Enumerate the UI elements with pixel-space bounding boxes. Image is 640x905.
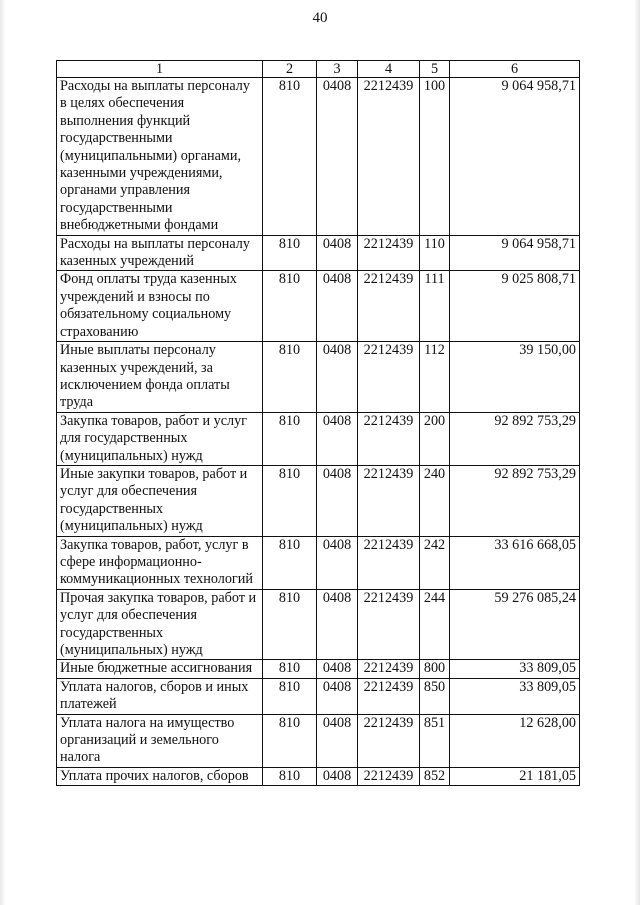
header-row — [57, 61, 580, 78]
row-section-code: 0408 — [317, 536, 358, 589]
row-admin-code: 810 — [263, 678, 317, 714]
row-admin-code: 810 — [263, 660, 317, 678]
row-section-code: 0408 — [317, 678, 358, 714]
table-row — [57, 714, 580, 767]
row-name: Фонд оплаты труда казенных учреждений и взносы по обязательному социальному страхованию — [57, 271, 263, 342]
row-target-code: 2212439 — [358, 412, 420, 465]
table-row — [57, 678, 580, 714]
row-target-code: 2212439 — [358, 78, 420, 236]
table-row — [57, 767, 580, 785]
row-section-code: 0408 — [317, 412, 358, 465]
row-section-code: 0408 — [317, 465, 358, 536]
row-name: Иные выплаты персоналу казенных учреждений, за исключением фонда оплаты труда — [57, 342, 263, 413]
row-target-code: 2212439 — [358, 678, 420, 714]
row-admin-code: 810 — [263, 536, 317, 589]
row-target-code: 2212439 — [358, 714, 420, 767]
table-row — [57, 465, 580, 536]
row-expense-type: 110 — [420, 235, 450, 271]
page-number: 40 — [312, 10, 328, 26]
row-admin-code: 810 — [263, 78, 317, 236]
row-expense-type: 850 — [420, 678, 450, 714]
row-target-code: 2212439 — [358, 342, 420, 413]
table-row — [57, 78, 580, 236]
row-target-code: 2212439 — [358, 767, 420, 785]
row-amount: 59 276 085,24 — [450, 589, 580, 660]
row-admin-code: 810 — [263, 465, 317, 536]
table-row — [57, 660, 580, 678]
row-amount: 9 064 958,71 — [450, 78, 580, 236]
row-target-code: 2212439 — [358, 235, 420, 271]
table-header — [57, 61, 580, 78]
row-expense-type: 240 — [420, 465, 450, 536]
row-name: Закупка товаров, работ, услуг в сфере информационно-коммуникационных технологий — [57, 536, 263, 589]
table-row — [57, 536, 580, 589]
table-row — [57, 412, 580, 465]
table-row — [57, 342, 580, 413]
row-amount: 33 616 668,05 — [450, 536, 580, 589]
row-name: Иные закупки товаров, работ и услуг для обеспечения государственных (муниципальных) нужд — [57, 465, 263, 536]
row-name: Уплата прочих налогов, сборов — [57, 767, 263, 785]
table-row — [57, 589, 580, 660]
row-target-code: 2212439 — [358, 589, 420, 660]
row-section-code: 0408 — [317, 767, 358, 785]
row-admin-code: 810 — [263, 342, 317, 413]
row-expense-type: 112 — [420, 342, 450, 413]
row-section-code: 0408 — [317, 589, 358, 660]
header-col-6: 6 — [450, 61, 580, 78]
row-expense-type: 800 — [420, 660, 450, 678]
row-name: Уплата налогов, сборов и иных платежей — [57, 678, 263, 714]
table-row — [57, 271, 580, 342]
row-admin-code: 810 — [263, 271, 317, 342]
row-admin-code: 810 — [263, 767, 317, 785]
row-name: Закупка товаров, работ и услуг для государственных (муниципальных) нужд — [57, 412, 263, 465]
row-target-code: 2212439 — [358, 660, 420, 678]
row-amount: 92 892 753,29 — [450, 412, 580, 465]
row-amount: 9 025 808,71 — [450, 271, 580, 342]
row-expense-type: 200 — [420, 412, 450, 465]
row-section-code: 0408 — [317, 342, 358, 413]
row-admin-code: 810 — [263, 714, 317, 767]
row-name: Иные бюджетные ассигнования — [57, 660, 263, 678]
row-section-code: 0408 — [317, 271, 358, 342]
budget-table — [56, 60, 580, 786]
row-section-code: 0408 — [317, 235, 358, 271]
row-expense-type: 852 — [420, 767, 450, 785]
row-target-code: 2212439 — [358, 465, 420, 536]
row-expense-type: 111 — [420, 271, 450, 342]
row-name: Расходы на выплаты персоналу казенных учреждений — [57, 235, 263, 271]
row-target-code: 2212439 — [358, 271, 420, 342]
table-row — [57, 235, 580, 271]
row-name: Расходы на выплаты персоналу в целях обеспечения выполнения функций государственными (муниципальными) органами, казенными учреждениями, органами управления государственными внебюджетными фондами — [57, 78, 263, 236]
row-expense-type: 242 — [420, 536, 450, 589]
row-expense-type: 851 — [420, 714, 450, 767]
row-target-code: 2212439 — [358, 536, 420, 589]
header-col-2: 2 — [263, 61, 317, 78]
row-amount: 39 150,00 — [450, 342, 580, 413]
row-admin-code: 810 — [263, 589, 317, 660]
header-col-5: 5 — [420, 61, 450, 78]
row-amount: 9 064 958,71 — [450, 235, 580, 271]
row-amount: 92 892 753,29 — [450, 465, 580, 536]
row-name: Уплата налога на имущество организаций и земельного налога — [57, 714, 263, 767]
row-amount: 33 809,05 — [450, 678, 580, 714]
scan-edge-right — [634, 0, 640, 905]
row-expense-type: 244 — [420, 589, 450, 660]
row-amount: 12 628,00 — [450, 714, 580, 767]
header-col-3: 3 — [317, 61, 358, 78]
row-section-code: 0408 — [317, 78, 358, 236]
row-expense-type: 100 — [420, 78, 450, 236]
header-col-4: 4 — [358, 61, 420, 78]
header-col-1: 1 — [57, 61, 263, 78]
row-amount: 21 181,05 — [450, 767, 580, 785]
row-admin-code: 810 — [263, 235, 317, 271]
scan-edge-left — [0, 0, 6, 905]
row-section-code: 0408 — [317, 660, 358, 678]
table-body — [57, 78, 580, 786]
row-section-code: 0408 — [317, 714, 358, 767]
row-name: Прочая закупка товаров, работ и услуг для обеспечения государственных (муниципальных) нужд — [57, 589, 263, 660]
row-amount: 33 809,05 — [450, 660, 580, 678]
row-admin-code: 810 — [263, 412, 317, 465]
